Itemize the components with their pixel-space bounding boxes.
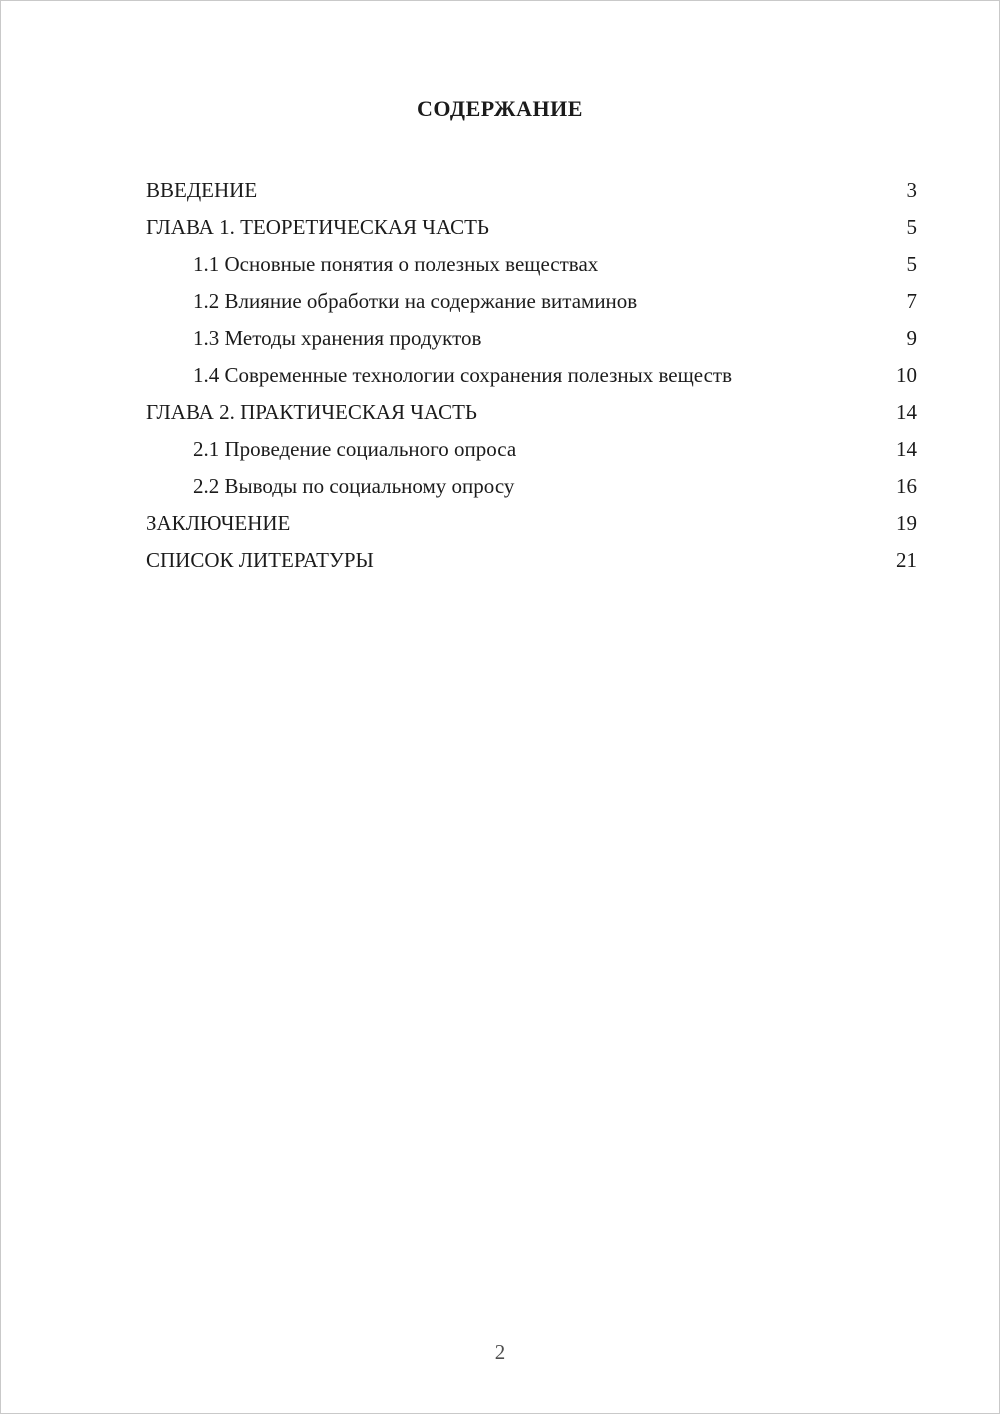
toc-entry-label: ГЛАВА 1. ТЕОРЕТИЧЕСКАЯ ЧАСТЬ: [146, 215, 489, 239]
toc-entry-label: 2.1 Проведение социального опроса: [193, 437, 517, 461]
toc-entry-label: 1.2 Влияние обработки на содержание витаминов: [193, 289, 638, 313]
toc-entry-page: 5: [906, 215, 917, 239]
toc-entry-page: 9: [906, 326, 917, 350]
toc-entry-page: 7: [906, 289, 917, 313]
toc-entry-page: 14: [896, 437, 917, 461]
toc-entry-page: 5: [906, 252, 917, 276]
toc-entry: [146, 246, 917, 283]
toc-entry: [146, 283, 917, 320]
toc-entry-label: ВВЕДЕНИЕ: [146, 178, 258, 202]
toc-entry-page: 14: [896, 400, 917, 424]
toc-entry: [146, 394, 917, 431]
toc-entry-page: 16: [896, 474, 917, 498]
toc-entry: [146, 431, 917, 468]
toc-entry: [146, 320, 917, 357]
toc-entry-page: 3: [906, 178, 917, 202]
toc-entry-label: 2.2 Выводы по социальному опросу: [193, 474, 515, 498]
toc-entry: [146, 542, 917, 579]
toc-entry-page: 19: [896, 511, 917, 535]
table-of-contents: [1, 172, 999, 579]
toc-entry: [146, 209, 917, 246]
toc-entry: [146, 357, 917, 394]
toc-entry-label: СПИСОК ЛИТЕРАТУРЫ: [146, 548, 374, 572]
toc-entry-label: 1.3 Методы хранения продуктов: [193, 326, 482, 350]
toc-entry-label: 1.1 Основные понятия о полезных веществах: [193, 252, 599, 276]
page-title: СОДЕРЖАНИЕ: [417, 96, 583, 121]
toc-entry-page: 10: [896, 363, 917, 387]
toc-entry-page: 21: [896, 548, 917, 572]
toc-entry: [146, 172, 917, 209]
toc-entry-label: ГЛАВА 2. ПРАКТИЧЕСКАЯ ЧАСТЬ: [146, 400, 477, 424]
toc-entry-label: ЗАКЛЮЧЕНИЕ: [146, 511, 291, 535]
page-number: 2: [494, 1340, 506, 1364]
toc-entry-label: 1.4 Современные технологии сохранения полезных веществ: [193, 363, 733, 387]
toc-entry: [146, 505, 917, 542]
toc-entry: [146, 468, 917, 505]
